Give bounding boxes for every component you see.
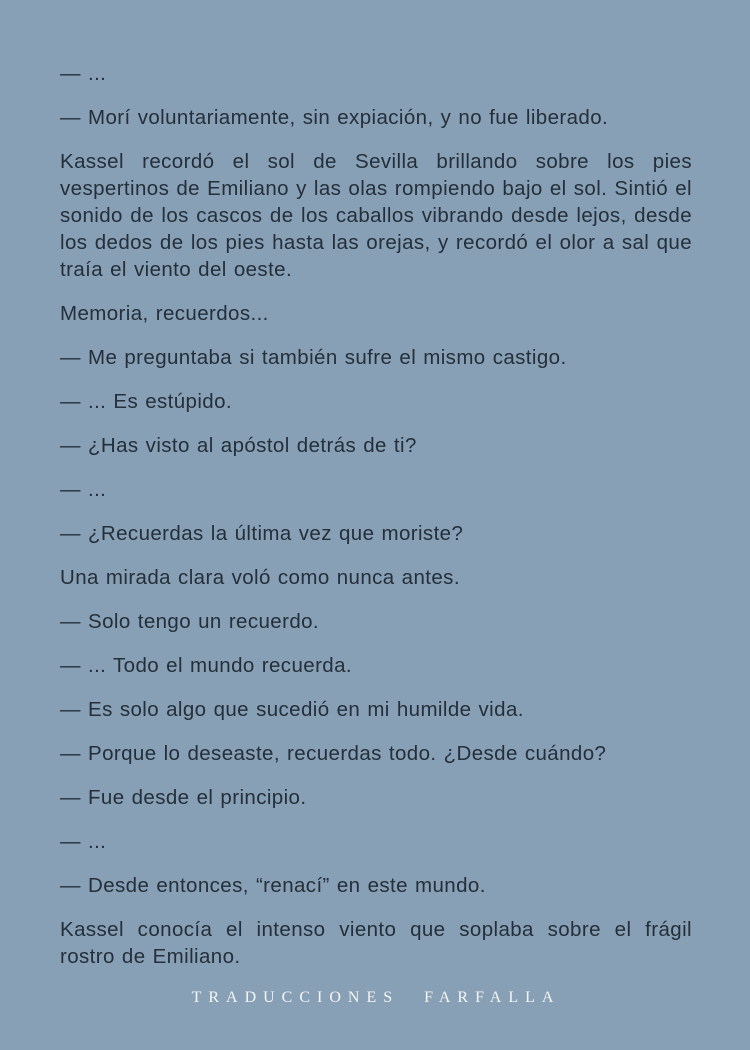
paragraph: — Me preguntaba si también sufre el mismo castigo. [60, 346, 567, 369]
paragraph: — Morí voluntariamente, sin expiación, y no fue liberado. [60, 106, 609, 129]
paragraph: Una mirada clara voló como nunca antes. [60, 566, 460, 589]
paragraph: — ¿Recuerdas la última vez que moriste? [60, 522, 464, 545]
paragraph: Memoria, recuerdos... [60, 302, 269, 325]
paragraph: — Es solo algo que sucedió en mi humilde vida. [60, 698, 524, 721]
paragraph: Kassel recordó el sol de Sevilla brillando sobre los pies vespertinos de Emiliano y las olas rompiendo bajo el sol. Sintió el sonido de los cascos de los caballos vibrando desde lejos, desde los dedos de los pies hasta las orejas, y recordó el olor a sal que traía el viento del oeste. [60, 150, 692, 281]
paragraph: — Fue desde el principio. [60, 786, 307, 809]
paragraph: — ¿Has visto al apóstol detrás de ti? [60, 434, 417, 457]
paragraph: Kassel conocía el intenso viento que soplaba sobre el frágil rostro de Emiliano. [60, 918, 692, 968]
paragraph: — ... [60, 62, 107, 85]
translator-credit: TRADUCCIONES FARFALLA [191, 989, 561, 1006]
paragraph: — ... Todo el mundo recuerda. [60, 654, 352, 677]
paragraph: — ... [60, 478, 107, 501]
paragraph: — ... [60, 830, 107, 853]
story-text [60, 60, 692, 987]
paragraph: — Desde entonces, “renací” en este mundo. [60, 874, 486, 897]
paragraph: — Porque lo deseaste, recuerdas todo. ¿Desde cuándo? [60, 742, 607, 765]
paragraph: — Solo tengo un recuerdo. [60, 610, 320, 633]
paragraph: — ... Es estúpido. [60, 390, 232, 413]
